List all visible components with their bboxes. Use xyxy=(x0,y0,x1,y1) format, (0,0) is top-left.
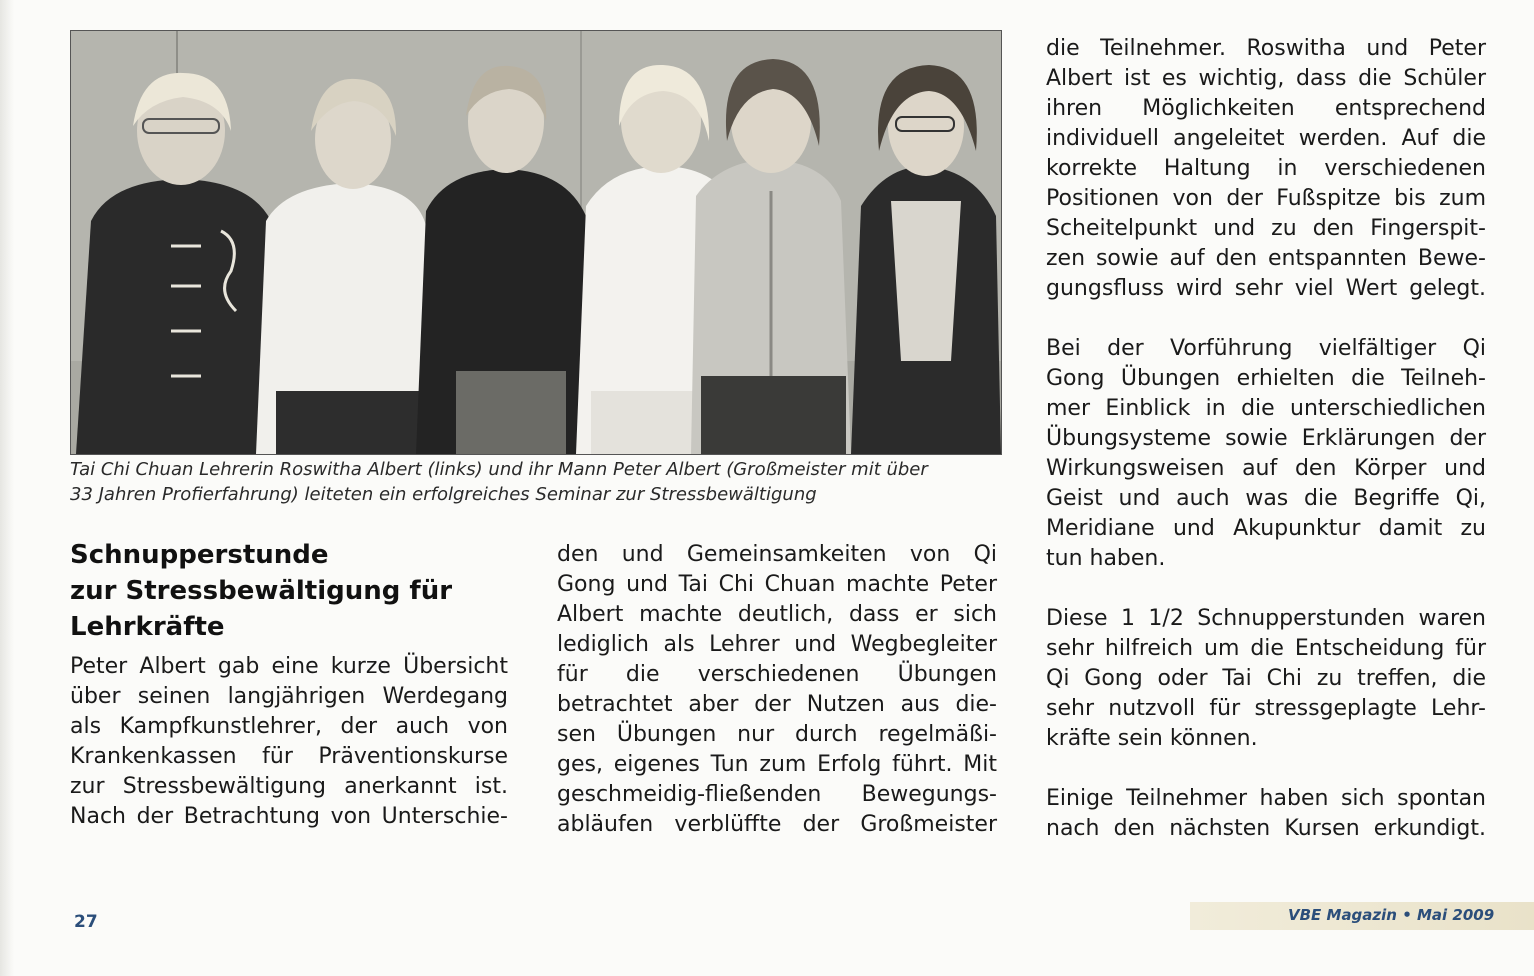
text-line: mer Einblick in die unterschiedlichen xyxy=(1046,396,1486,421)
text-line: Scheitelpunkt und zu den Fingerspit- xyxy=(1046,216,1486,241)
text-line: Geist und auch was die Begriffe Qi, xyxy=(1046,486,1486,511)
text-line: Bei der Vorführung vielfältiger Qi xyxy=(1046,336,1486,361)
text-line: Wirkungsweisen auf den Körper und xyxy=(1046,456,1486,481)
text-line: tun haben. xyxy=(1046,546,1166,571)
text-line: Gong und Tai Chi Chuan machte Peter xyxy=(557,572,997,597)
text-line: betrachtet aber der Nutzen aus die- xyxy=(557,692,997,717)
text-line: den und Gemeinsamkeiten von Qi xyxy=(557,542,997,567)
text-line: Krankenkassen für Präventionskurse xyxy=(70,744,508,769)
paragraph xyxy=(1046,334,1486,574)
photo-caption xyxy=(70,457,1000,507)
text-line: gungsfluss wird sehr viel Wert gelegt. xyxy=(1046,276,1486,301)
text-line: sehr hilfreich um die Entscheidung für xyxy=(1046,636,1486,661)
text-line: nach den nächsten Kursen erkundigt. xyxy=(1046,816,1486,841)
body-column-1 xyxy=(70,652,508,832)
body-column-2 xyxy=(557,540,997,840)
text-line: Peter Albert gab eine kurze Übersicht xyxy=(70,654,508,679)
text-line: abläufen verblüffte der Großmeister xyxy=(557,812,997,837)
text-line: ges, eigenes Tun zum Erfolg führt. Mit xyxy=(557,752,997,777)
text-line: als Kampfkunstlehrer, der auch von xyxy=(70,714,508,739)
paragraph xyxy=(1046,784,1486,844)
text-line: sehr nutzvoll für stressgeplagte Lehr- xyxy=(1046,696,1486,721)
text-line: Positionen von der Fußspitze bis zum xyxy=(1046,186,1486,211)
text-line: Albert ist es wichtig, dass die Schüler xyxy=(1046,66,1486,91)
text-line: Albert machte deutlich, dass er sich xyxy=(557,602,997,627)
caption-line: Tai Chi Chuan Lehrerin Roswitha Albert (links) und ihr Mann Peter Albert (Großmeister mit über xyxy=(70,459,928,480)
text-line: Einige Teilnehmer haben sich spontan xyxy=(1046,786,1486,811)
headline-line: Lehrkräfte xyxy=(70,612,225,642)
text-line: Qi Gong oder Tai Chi zu treffen, die xyxy=(1046,666,1486,691)
text-line: Nach der Betrachtung von Unterschie- xyxy=(70,804,508,829)
text-line: sen Übungen nur durch regelmäßi- xyxy=(557,722,997,747)
body-column-3 xyxy=(1046,34,1486,874)
text-line: über seinen langjährigen Werdegang xyxy=(70,684,508,709)
group-photo-illustration xyxy=(71,31,1001,454)
text-line: individuell angeleitet werden. Auf die xyxy=(1046,126,1486,151)
text-line: Übungsysteme sowie Erklärungen der xyxy=(1046,426,1486,451)
text-line: Meridiane und Akupunktur damit zu xyxy=(1046,516,1486,541)
page-edge xyxy=(0,0,14,976)
text-line: korrekte Haltung in verschiedenen xyxy=(1046,156,1486,181)
text-line: zen sowie auf den entspannten Bewe- xyxy=(1046,246,1486,271)
text-line: für die verschiedenen Übungen xyxy=(557,662,997,687)
magazine-footer-label: VBE Magazin • Mai 2009 xyxy=(1288,906,1495,924)
text-line: Gong Übungen erhielten die Teilneh- xyxy=(1046,366,1486,391)
text-line: die Teilnehmer. Roswitha und Peter xyxy=(1046,36,1486,61)
paragraph xyxy=(1046,604,1486,754)
paragraph xyxy=(1046,34,1486,304)
text-line: lediglich als Lehrer und Wegbegleiter xyxy=(557,632,997,657)
text-line: kräfte sein können. xyxy=(1046,726,1258,751)
page-number: 27 xyxy=(74,912,98,932)
headline-line: Schnupperstunde xyxy=(70,540,329,570)
headline-line: zur Stressbewältigung für xyxy=(70,576,453,606)
caption-line: 33 Jahren Profierfahrung) leiteten ein erfolgreiches Seminar zur Stressbewältigung xyxy=(70,484,817,505)
text-line: geschmeidig-fließenden Bewegungs- xyxy=(557,782,997,807)
text-line: Diese 1 1/2 Schnupperstunden waren xyxy=(1046,606,1486,631)
article-photo xyxy=(70,30,1002,455)
text-line: ihren Möglichkeiten entsprechend xyxy=(1046,96,1486,121)
text-line: zur Stressbewältigung anerkannt ist. xyxy=(70,774,508,799)
article-headline xyxy=(70,537,510,645)
